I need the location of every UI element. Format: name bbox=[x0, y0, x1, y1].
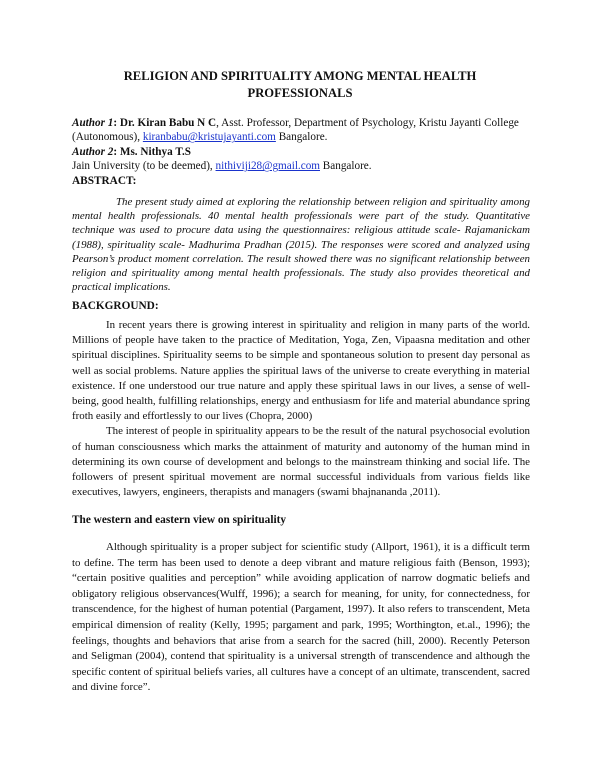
abstract-text: The present study aimed at exploring the relationship between religion and spirituality among mental health professionals. 40 mental health professionals were part of the study. Quantitative technique was used to procure data using the questionnaires: religious attitude scale- Rajamanickam (1988), spirituality scale- Madhurima Pradhan (2015). The responses were scored and analyzed using Pearson’s product moment correlation. The result showed there was no significant relationship between religion and spirituality among mental health professionals. The study also provides theoretical and practical implications. bbox=[72, 196, 530, 294]
author-block bbox=[72, 116, 530, 188]
author-1-city: Bangalore. bbox=[275, 131, 328, 144]
western-eastern-section bbox=[72, 540, 530, 696]
author-2-affiliation-line bbox=[72, 159, 530, 173]
author-1-email-link[interactable]: kiranbabu@kristujayanti.com bbox=[142, 131, 276, 144]
background-heading: BACKGROUND: bbox=[72, 300, 159, 312]
western-eastern-paragraph-1: Although spirituality is a proper subject for scientific study (Allport, 1961), it is a difficult term to define. The term has been used to denote a deep vibrant and mature religious faith (Benson, 1993); “certain positive qualities and perception” while avoiding application of narrow dogmatic beliefs and obligatory religious observances(Wulff, 1996); a search for meaning, for unity, for connectedness, for transcendence, for the highest of human potential (Pargament, 1997). It also refers to transcendent, Meta empirical dimension of reality (Kelly, 1995; pargament and park, 1995; Worthington, et.al., 1996); the feelings, thoughts and behaviors that arise from a search for the sacred (hill, 2000). Recently Peterson and Seligman (2004), contend that spirituality is a universal strength of transcendence and although the specific content of spiritual beliefs varies, all cultures have a concept of an ultimate, transcendent, sacred and divine force”. bbox=[72, 541, 530, 694]
background-paragraph-2: The interest of people in spirituality appears to be the result of the natural psychosocial evolution of human consciousness which marks the attainment of maturity and autonomy of the human mind in determining its own course of development and belongs to the mainstream thinking and social life. The followers of present spiritual movement are normal successful individuals from various fields like executives, lawyers, engineers, therapists and managers (swami bhajnananda ,2011). bbox=[72, 425, 530, 499]
author-1-name: Dr. Kiran Babu N C bbox=[119, 117, 217, 129]
abstract-heading: ABSTRACT: bbox=[72, 174, 137, 187]
author-1-label: Author 1 bbox=[72, 117, 114, 129]
paper-title bbox=[0, 68, 600, 102]
author-2-affiliation: Jain University (to be deemed), bbox=[72, 160, 216, 173]
author-2-name: Ms. Nithya T.S bbox=[119, 145, 191, 158]
author-2-label: Author 2 bbox=[72, 145, 114, 158]
author-2: Author 2: Ms. Nithya T.S bbox=[72, 145, 191, 158]
western-eastern-heading: The western and eastern view on spirituality bbox=[72, 514, 287, 526]
author-2-city: Bangalore. bbox=[320, 160, 372, 173]
title-line-1: RELIGION AND SPIRITUALITY AMONG MENTAL HEALTH bbox=[123, 69, 477, 83]
author-1-affiliation: , Asst. Professor, Department of Psychology, Kristu Jayanti College (Autonomous), bbox=[72, 117, 519, 144]
author-1: Author 1: Dr. Kiran Babu N C, Asst. Professor, Department of Psychology, Kristu Jayanti College (Autonomous), kiranbabu@kristujayanti.com Bangalore. bbox=[72, 117, 519, 144]
background-section bbox=[72, 318, 530, 500]
author-2-email-link[interactable]: nithiviji28@gmail.com bbox=[215, 160, 320, 173]
background-paragraph-1: In recent years there is growing interest in spirituality and religion in many parts of the world. Millions of people have taken to the practice of Meditation, Yoga, Zen, Vipaasna meditation and other spiritual disciplines. Spirituality seems to be simple and spontaneous solution to present day personal as well as social problems. Nature applies the spiritual laws of the universe to create everything in material existence. If one understood our true nature and apply these spiritual laws in our lives, a sense of well-being, good health, fulfilling relationships, energy and enthusiasm for life and material abundance spring froth easily and effortlessly to our lives (Chopra, 2000) bbox=[72, 319, 530, 423]
title-line-2: PROFESSIONALS bbox=[247, 86, 353, 100]
